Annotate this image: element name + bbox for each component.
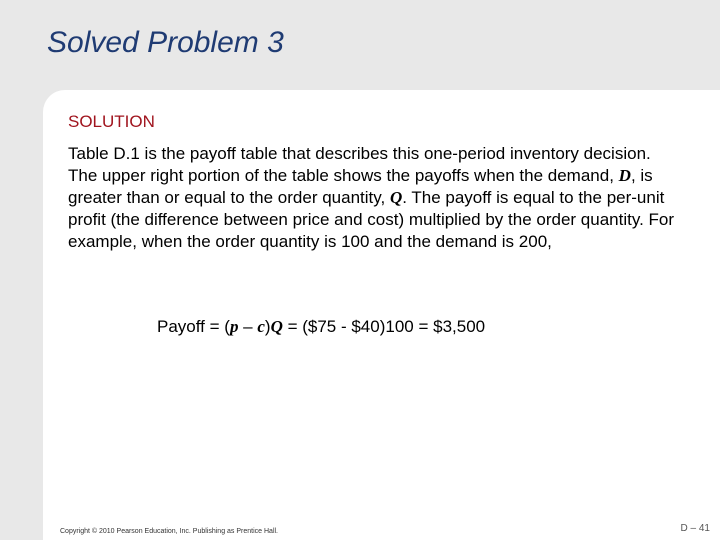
formula-variable-c: c xyxy=(257,317,265,336)
paragraph-text-2: , is greater than or equal to the order quantity, xyxy=(68,166,653,207)
formula-close-paren: ) xyxy=(264,317,271,336)
formula-variable-p: p xyxy=(229,317,239,336)
paragraph-text-1: Table D.1 is the payoff table that describes this one-period inventory decision. The upper right portion of the table shows the payoffs when the demand, xyxy=(68,144,651,185)
formula-prefix: Payoff = ( xyxy=(157,317,230,336)
copyright-notice: Copyright © 2010 Pearson Education, Inc. Publishing as Prentice Hall. xyxy=(60,528,279,535)
page-number: D – 41 xyxy=(680,523,710,534)
variable-quantity: Q xyxy=(389,188,403,207)
formula-minus: – xyxy=(238,317,258,336)
formula-variable-q: Q xyxy=(270,317,283,336)
variable-demand: D xyxy=(618,166,631,185)
payoff-formula xyxy=(157,317,485,337)
body-paragraph xyxy=(68,143,678,253)
solution-heading: SOLUTION xyxy=(68,112,155,131)
paragraph-text-3: . The payoff is equal to the per-unit profit (the difference between price and cost) multiplied by the order quantity. For example, when the order quantity is 100 and the demand is 200, xyxy=(68,188,675,251)
formula-result: = ($75 - $40)100 = $3,500 xyxy=(282,317,486,336)
slide-title: Solved Problem 3 xyxy=(47,26,284,59)
